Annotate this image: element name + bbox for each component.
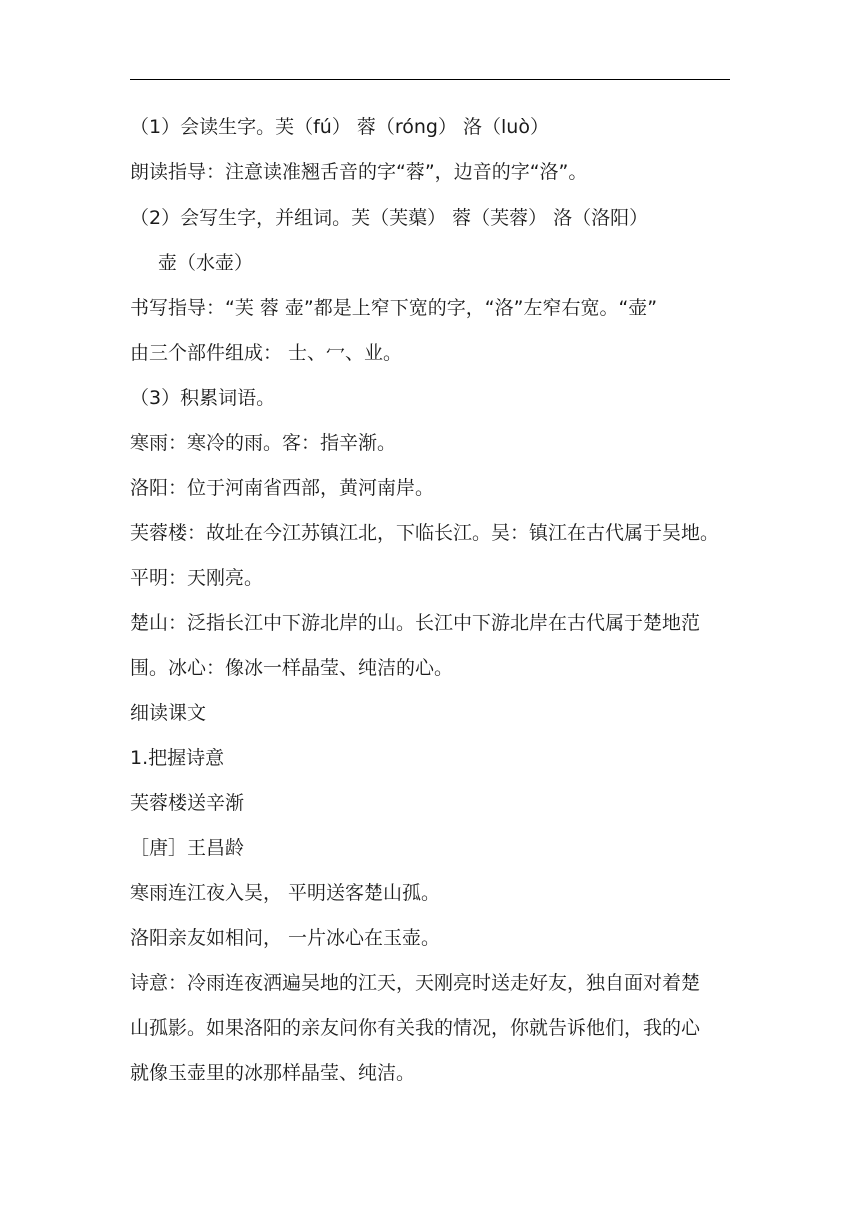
subsection-heading: 1.把握诗意 [130,747,225,769]
text-line: 就像玉壶里的冰那样晶莹、纯洁。 [130,1062,416,1084]
text-line: 诗意：冷雨连夜洒遍吴地的江天，天刚亮时送走好友，独自面对着楚 [130,972,701,994]
section-heading: 细读课文 [130,702,207,724]
text-line: 书写指导：“芙 蓉 壶”都是上窄下宽的字，“洛”左窄右宽。“壶” [130,297,658,319]
text-line: 围。冰心：像冰一样晶莹、纯洁的心。 [130,657,454,679]
header-rule [130,79,730,80]
text-line: 芙蓉楼：故址在今江苏镇江北，下临长江。吴：镇江在古代属于吴地。 [130,522,720,544]
text-line: 平明：天刚亮。 [130,567,264,589]
poem-title: 芙蓉楼送辛渐 [130,792,245,814]
text-line: 朗读指导：注意读准翘舌音的字“蓉”，边音的字“洛”。 [130,161,588,183]
text-line: 壶（水壶） [158,252,254,274]
text-line: 由三个部件组成： 士、冖、业。 [130,342,403,364]
text-line: 楚山：泛指长江中下游北岸的山。长江中下游北岸在古代属于楚地范 [130,612,701,634]
poem-author: ［唐］王昌龄 [130,837,245,859]
poem-line: 寒雨连江夜入吴， 平明送客楚山孤。 [130,882,441,904]
text-line: 寒雨：寒冷的雨。客：指辛渐。 [130,432,397,454]
poem-line: 洛阳亲友如相问， 一片冰心在玉壶。 [130,927,441,949]
text-line: （3）积累词语。 [130,387,276,409]
text-line: （1）会读生字。芙（fú） 蓉（róng） 洛（luò） [130,116,549,138]
text-line: 山孤影。如果洛阳的亲友问你有关我的情况，你就告诉他们，我的心 [130,1017,701,1039]
text-line: 洛阳：位于河南省西部，黄河南岸。 [130,477,435,499]
text-line: （2）会写生字，并组词。芙（芙蕖） 蓉（芙蓉） 洛（洛阳） [130,207,649,229]
